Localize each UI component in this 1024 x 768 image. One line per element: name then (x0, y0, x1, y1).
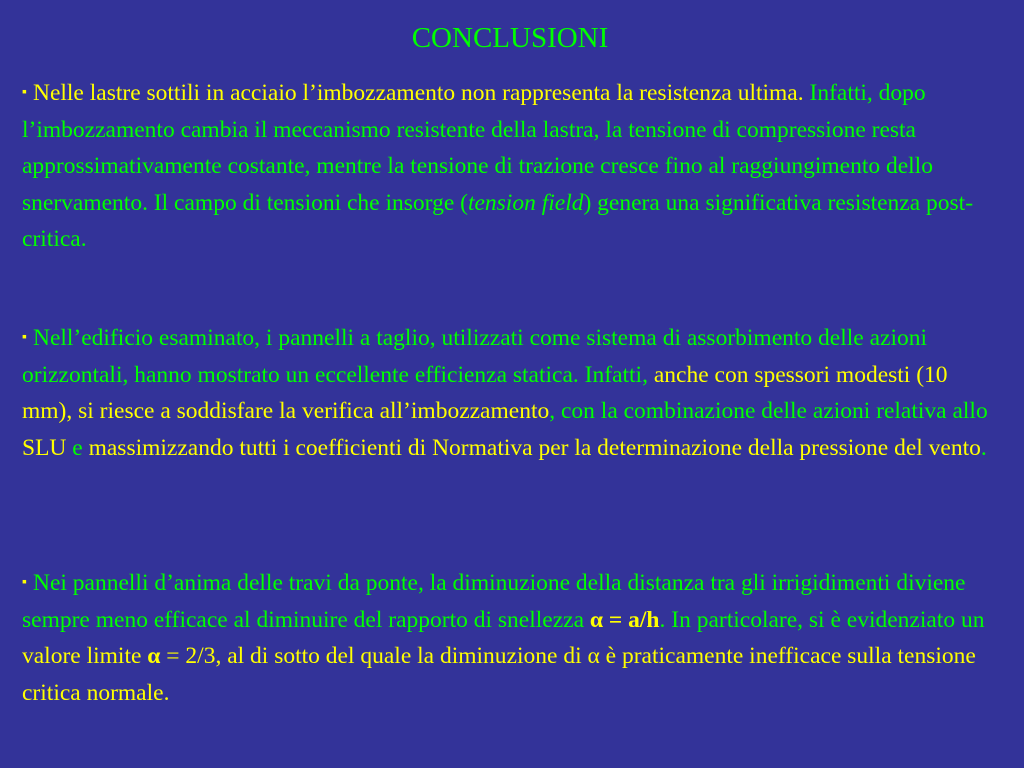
text-run: . In particolare, si è evidenziato un (659, 606, 985, 633)
text-run: = 2/3 (160, 643, 216, 670)
bullet-icon: ▪ (22, 85, 27, 100)
text-run: Infatti, (584, 361, 654, 388)
paragraph-3 (22, 565, 1002, 711)
text-run: Nei pannelli d’anima delle travi da ponte, la diminuzione della distanza tra gli irrigidimenti diviene sempre meno efficace al diminuire del rapporto di snellezza (22, 570, 966, 633)
text-run: e (66, 434, 89, 461)
text-run: Infatti, dopo l’imbozzamento cambia il meccanismo resistente della lastra, la tensione di compressione resta approssimativamente costante, mentre la tensione di trazione cresce fino al raggiungimento dello snervamento. Il campo di tensioni che insorge ( (22, 80, 933, 216)
text-run: . (980, 434, 987, 461)
text-run: , al di sotto del quale la diminuzione di α è praticamente inefficace sulla tensione critica normale. (22, 643, 976, 706)
text-run: α = a/h (589, 606, 660, 633)
text-run: valore limite (22, 643, 148, 670)
text-run: SLU (22, 434, 67, 461)
bullet-icon: ▪ (22, 575, 27, 590)
text-run: massimizzando tutti i coefficienti di Normativa per la determinazione della pressione del vento (88, 434, 981, 461)
text-run: Nell’edificio esaminato, i pannelli a taglio, utilizzati come sistema di assorbimento delle azioni orizzontali, hanno mostrato un eccellente efficienza statica. (22, 325, 928, 388)
text-run: Nelle lastre sottili in acciaio l’imbozzamento non rappresenta la resistenza ultima. (32, 80, 810, 106)
text-run: tension field (467, 189, 584, 216)
text-run: anche con spessori modesti (10 mm), si riesce a soddisfare la verifica all’imbozzamento (22, 361, 948, 425)
text-run: ) genera una significativa resistenza post-critica. (22, 189, 974, 253)
text-run: , con la combinazione delle azioni relativa allo (549, 398, 988, 425)
slide-title: CONCLUSIONI (411, 22, 609, 54)
paragraph-2 (22, 320, 1002, 466)
bullet-icon: ▪ (22, 330, 27, 345)
paragraph-1 (22, 75, 1002, 258)
text-run: α (147, 643, 161, 670)
